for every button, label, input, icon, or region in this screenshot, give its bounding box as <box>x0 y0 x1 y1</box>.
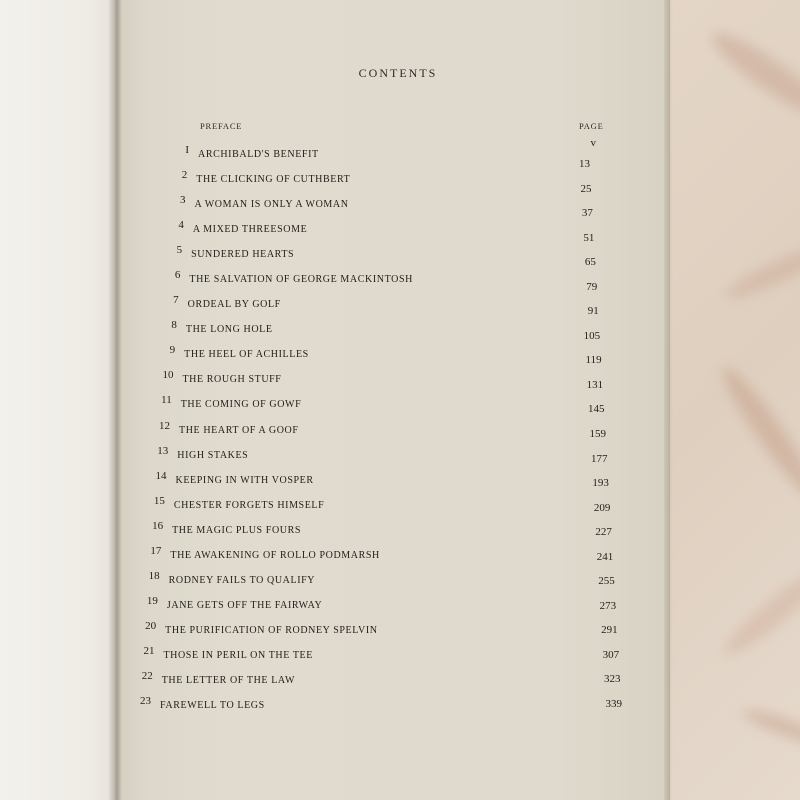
chapter-page-number: 91 <box>587 305 599 318</box>
chapter-page-number: 241 <box>596 550 614 563</box>
chapter-page-number: 291 <box>601 624 618 637</box>
toc-entry <box>185 144 319 160</box>
chapter-number: 5 <box>176 244 183 257</box>
toc-entry <box>143 644 313 661</box>
chapter-title: ORDEAL BY GOLF <box>187 299 281 311</box>
chapter-title: SUNDERED HEARTS <box>191 249 295 261</box>
chapter-title: THE CLICKING OF CUTHBERT <box>196 174 351 186</box>
toc-entry <box>152 519 302 536</box>
toc-entry <box>176 244 295 261</box>
toc-entry <box>162 369 282 386</box>
toc-entry <box>153 494 325 511</box>
toc-entry <box>145 619 378 636</box>
chapter-title: FAREWELL TO LEGS <box>160 700 265 711</box>
toc-entry <box>148 569 316 586</box>
chapter-number: 13 <box>157 444 169 457</box>
preface-page-number: v <box>590 137 596 149</box>
chapter-title: THE MAGIC PLUS FOURS <box>172 524 302 536</box>
book-gutter <box>108 0 122 800</box>
chapter-title: CHESTER FORGETS HIMSELF <box>173 499 325 511</box>
toc-entry <box>141 669 295 686</box>
chapter-number: 18 <box>148 569 160 582</box>
chapter-number: 8 <box>171 319 177 332</box>
chapter-page-number: 37 <box>581 207 593 220</box>
chapter-number: 7 <box>173 294 179 307</box>
chapter-number: 23 <box>140 695 151 707</box>
chapter-number: 21 <box>143 644 155 657</box>
chapter-page-number: 159 <box>589 428 606 440</box>
chapter-title: JANE GETS OFF THE FAIRWAY <box>166 599 323 611</box>
chapter-title: THE COMING OF GOWF <box>180 399 302 411</box>
chapter-page-number: 145 <box>588 403 605 416</box>
chapter-number: 10 <box>162 369 174 382</box>
toc-entry <box>174 269 413 286</box>
chapter-title: HIGH STAKES <box>177 449 249 461</box>
chapter-title: THE SALVATION OF GEORGE MACKINTOSH <box>189 274 413 286</box>
toc-entry <box>171 319 273 336</box>
chapter-page-number: 51 <box>583 231 595 244</box>
chapter-number: 11 <box>161 394 172 407</box>
marble-vein <box>740 703 800 754</box>
chapter-title: THE PURIFICATION OF RODNEY SPELVIN <box>165 624 378 636</box>
page-column-label: PAGE <box>579 121 604 131</box>
marble-vein <box>713 360 800 506</box>
chapter-page-number: 25 <box>580 182 592 195</box>
contents-heading: CONTENTS <box>358 66 438 80</box>
chapter-page-number: 339 <box>605 698 622 710</box>
chapter-page-number: 177 <box>590 452 608 465</box>
toc-entry <box>157 444 249 461</box>
chapter-page-number: 307 <box>602 648 620 661</box>
chapter-title: THE AWAKENING OF ROLLO PODMARSH <box>170 549 380 561</box>
toc-entry <box>178 219 308 236</box>
chapter-page-number: 105 <box>583 329 601 342</box>
chapter-number: 20 <box>145 619 157 632</box>
toc-entry <box>150 544 380 561</box>
chapter-page-number: 227 <box>595 526 612 539</box>
page-edge <box>664 0 670 800</box>
chapter-page-number: 65 <box>584 256 596 269</box>
chapter-number: 3 <box>180 194 186 207</box>
chapter-page-number: 119 <box>585 354 602 367</box>
chapter-page-number: 209 <box>593 501 611 514</box>
chapter-page-number: 193 <box>592 477 609 490</box>
toc-entry <box>140 695 265 711</box>
chapter-number: 2 <box>181 169 188 182</box>
toc-entry <box>146 594 323 611</box>
chapter-number: 14 <box>155 469 167 482</box>
chapter-title: THE LONG HOLE <box>185 324 273 336</box>
chapter-page-number: 131 <box>586 378 604 391</box>
chapter-page-number: 273 <box>599 599 617 612</box>
chapter-title: KEEPING IN WITH VOSPER <box>175 474 314 486</box>
toc-entry <box>155 469 314 486</box>
chapter-number: I <box>185 144 189 156</box>
chapter-title: THE HEART OF A GOOF <box>179 424 299 436</box>
toc-entry <box>159 419 299 436</box>
chapter-number: 15 <box>153 494 165 507</box>
marble-vein <box>717 561 800 663</box>
chapter-page-number: 79 <box>586 280 598 293</box>
chapter-title: RODNEY FAILS TO QUALIFY <box>168 574 316 586</box>
chapter-title: A WOMAN IS ONLY A WOMAN <box>194 199 349 211</box>
chapter-page-number: 323 <box>604 673 621 686</box>
chapter-page-number: 255 <box>598 575 615 588</box>
toc-entry <box>169 344 309 361</box>
toc-entry <box>161 394 302 411</box>
preface-label: PREFACE <box>200 121 243 131</box>
chapter-number: 9 <box>169 344 176 357</box>
chapter-number: 17 <box>150 544 162 557</box>
chapter-number: 4 <box>178 219 184 232</box>
marble-vein <box>704 23 800 128</box>
chapter-title: A MIXED THREESOME <box>192 224 308 236</box>
chapter-title: ARCHIBALD'S BENEFIT <box>198 149 319 160</box>
chapter-title: THE HEEL OF ACHILLES <box>184 349 309 361</box>
chapter-number: 22 <box>141 669 153 682</box>
chapter-number: 19 <box>146 594 158 607</box>
toc-entry <box>173 294 281 311</box>
marble-vein <box>721 236 800 307</box>
chapter-number: 6 <box>174 269 181 282</box>
chapter-number: 16 <box>152 519 164 532</box>
chapter-title: THOSE IN PERIL ON THE TEE <box>163 649 313 661</box>
left-page <box>0 0 125 800</box>
toc-entry <box>180 194 349 211</box>
chapter-title: THE LETTER OF THE LAW <box>161 674 295 686</box>
chapter-title: THE ROUGH STUFF <box>182 374 282 386</box>
chapter-page-number: 13 <box>579 158 590 170</box>
toc-entry <box>181 169 351 186</box>
chapter-number: 12 <box>159 419 170 432</box>
